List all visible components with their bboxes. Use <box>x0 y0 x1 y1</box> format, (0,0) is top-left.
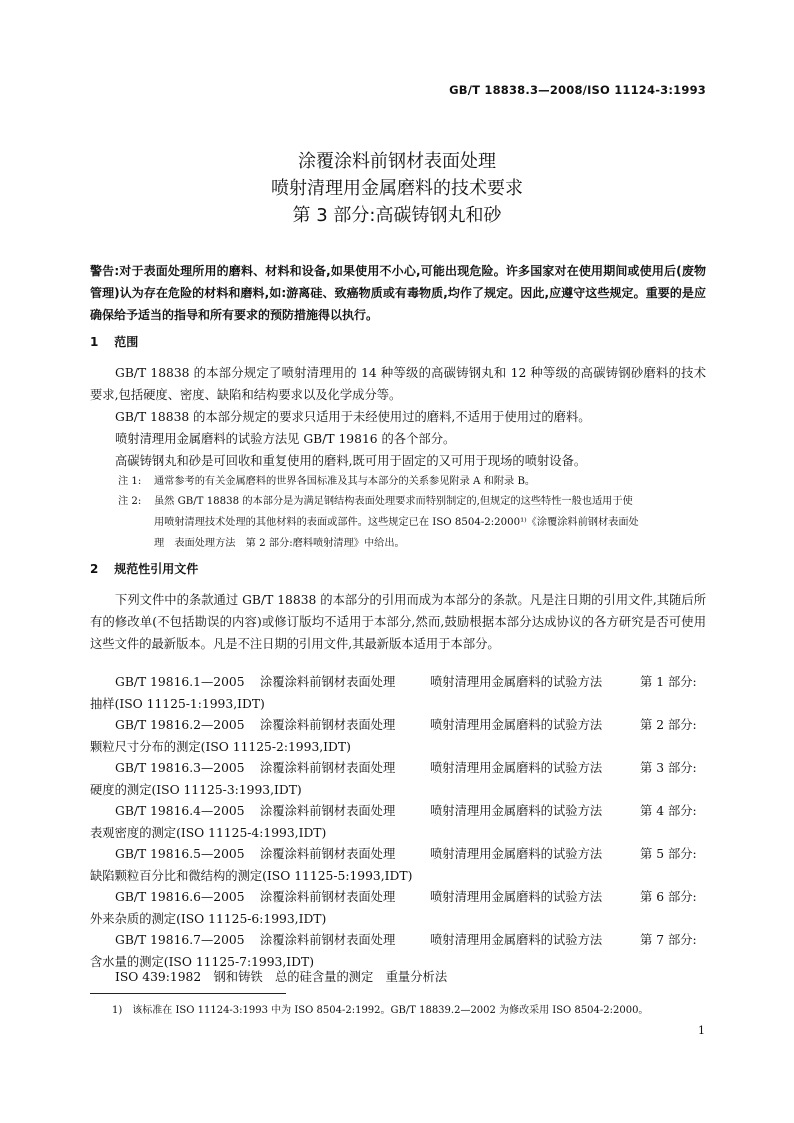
footnote-divider <box>90 993 286 994</box>
reference-title-2: 喷射清理用金属磨料的试验方法 <box>430 761 603 775</box>
reference-title-1: 涂覆涂料前钢材表面处理 <box>260 675 396 689</box>
reference-title-1: 涂覆涂料前钢材表面处理 <box>260 718 396 732</box>
section-2-title: 规范性引用文件 <box>114 562 199 576</box>
reference-code: GB/T 19816.6—2005 <box>115 890 245 904</box>
reference-title-2: 喷射清理用金属磨料的试验方法 <box>430 847 603 861</box>
reference-continuation: 抽样(ISO 11125-1:1993,IDT) <box>90 697 265 711</box>
normative-intro-paragraph: 下列文件中的条款通过 GB/T 18838 的本部分的引用而成为本部分的条款。凡是注日期的引用文件,其随后所有的修改单(不包括勘误的内容)或修订版均不适用于本部分,然而,鼓励根据本部分达成协议的各方研究是否可使用这些文件的最新版本。凡是不注日期的引用文件,其最新版本适用于本部分。 <box>90 593 706 651</box>
note-2-line-1: 虽然 GB/T 18838 的本部分是为满足钢结构表面处理要求而特别制定的,但规定的这些特性一般也适用于使 <box>154 496 633 507</box>
reference-item <box>90 886 706 930</box>
reference-part: 第 5 部分: <box>640 847 697 861</box>
reference-title-1: 涂覆涂料前钢材表面处理 <box>260 933 396 947</box>
reference-code: GB/T 19816.3—2005 <box>115 761 245 775</box>
reference-title-1: 涂覆涂料前钢材表面处理 <box>260 847 396 861</box>
reference-item <box>90 843 706 887</box>
reference-part: 第 7 部分: <box>640 933 697 947</box>
reference-item <box>90 800 706 844</box>
note-2-label: 注 2: <box>118 496 142 507</box>
reference-title-2: 喷射清理用金属磨料的试验方法 <box>430 933 603 947</box>
note-2-line-3: 理 表面处理方法 第 2 部分:磨料喷射清理》中给出。 <box>154 538 405 549</box>
page-number: 1 <box>698 1024 705 1037</box>
reference-title-1: 涂覆涂料前钢材表面处理 <box>260 804 396 818</box>
reference-title-2: 喷射清理用金属磨料的试验方法 <box>430 718 603 732</box>
reference-continuation: 表观密度的测定(ISO 11125-4:1993,IDT) <box>90 826 327 840</box>
note-2-line-2: 用喷射清理技术处理的其他材料的表面或部件。这些规定已在 ISO 8504-2:2000¹⁾《涂覆涂料前钢材表面处 <box>154 517 639 528</box>
reference-item <box>90 757 706 801</box>
reference-continuation: 外来杂质的测定(ISO 11125-6:1993,IDT) <box>90 912 327 926</box>
note-1-text: 通常参考的有关金属磨料的世界各国标准及其与本部分的关系参见附录 A 和附录 B。 <box>154 476 536 487</box>
warning-paragraph: 警告:对于表面处理所用的磨料、材料和设备,如果使用不小心,可能出现危险。许多国家对在使用期间或使用后(废物管理)认为存在危险的材料和磨料,如:游离硅、致癌物质或有毒物质,均作了规定。因此,应遵守这些规定。重要的是应确保给予适当的指导和所有要求的预防措施得以执行。 <box>90 264 706 322</box>
reference-code: GB/T 19816.5—2005 <box>115 847 245 861</box>
reference-title-1: 涂覆涂料前钢材表面处理 <box>260 761 396 775</box>
section-1-title: 范围 <box>114 335 139 349</box>
reference-part: 第 1 部分: <box>640 675 697 689</box>
reference-code: GB/T 19816.1—2005 <box>115 675 245 689</box>
section-1-number: 1 <box>90 335 99 349</box>
reference-title-2: 喷射清理用金属磨料的试验方法 <box>430 804 603 818</box>
document-title <box>0 148 794 229</box>
scope-paragraph-3: 喷射清理用金属磨料的试验方法见 GB/T 19816 的各个部分。 <box>115 432 456 446</box>
title-line-2: 喷射清理用金属磨料的技术要求 <box>271 178 523 199</box>
section-2-heading <box>90 560 198 577</box>
reference-continuation: 硬度的测定(ISO 11125-3:1993,IDT) <box>90 783 302 797</box>
reference-title-1: 涂覆涂料前钢材表面处理 <box>260 890 396 904</box>
reference-item-iso-439 <box>90 966 706 988</box>
note-2 <box>118 491 706 554</box>
scope-paragraph-2: GB/T 18838 的本部分规定的要求只适用于未经使用过的磨料,不适用于使用过的磨料。 <box>115 410 591 424</box>
reference-code: GB/T 19816.2—2005 <box>115 718 245 732</box>
reference-iso-439: ISO 439:1982 钢和铸铁 总的硅含量的测定 重量分析法 <box>115 970 448 984</box>
note-1-label: 注 1: <box>118 476 142 487</box>
scope-paragraph-1: GB/T 18838 的本部分规定了喷射清理用的 14 种等级的高碳铸钢丸和 12 种等级的高碳铸钢砂磨料的技术要求,包括硬度、密度、缺陷和结构要求以及化学成分等。 <box>90 366 706 402</box>
title-line-1: 涂覆涂料前钢材表面处理 <box>298 151 496 172</box>
reference-item <box>90 671 706 715</box>
reference-code: GB/T 19816.4—2005 <box>115 804 245 818</box>
reference-title-2: 喷射清理用金属磨料的试验方法 <box>430 890 603 904</box>
reference-part: 第 2 部分: <box>640 718 697 732</box>
reference-part: 第 3 部分: <box>640 761 697 775</box>
standard-code-header: GB/T 18838.3—2008/ISO 11124-3:1993 <box>449 83 706 97</box>
reference-title-2: 喷射清理用金属磨料的试验方法 <box>430 675 603 689</box>
section-2-number: 2 <box>90 562 99 576</box>
reference-item <box>90 714 706 758</box>
section-1-heading <box>90 333 138 350</box>
reference-continuation: 颗粒尺寸分布的测定(ISO 11125-2:1993,IDT) <box>90 740 351 754</box>
reference-continuation: 含水量的测定(ISO 11125-7:1993,IDT) <box>90 955 315 969</box>
title-line-3: 第 3 部分:高碳铸钢丸和砂 <box>292 205 502 226</box>
reference-part: 第 4 部分: <box>640 804 697 818</box>
reference-part: 第 6 部分: <box>640 890 697 904</box>
reference-code: GB/T 19816.7—2005 <box>115 933 245 947</box>
note-1 <box>118 472 706 491</box>
reference-continuation: 缺陷颗粒百分比和微结构的测定(ISO 11125-5:1993,IDT) <box>90 869 413 883</box>
scope-paragraph-4: 高碳铸钢丸和砂是可回收和重复使用的磨料,既可用于固定的又可用于现场的喷射设备。 <box>115 454 587 468</box>
footnote: 1) 该标准在 ISO 11124-3:1993 中为 ISO 8504-2:1992。GB/T 18839.2—2002 为修改采用 ISO 8504-2:2000。 <box>112 1005 649 1016</box>
